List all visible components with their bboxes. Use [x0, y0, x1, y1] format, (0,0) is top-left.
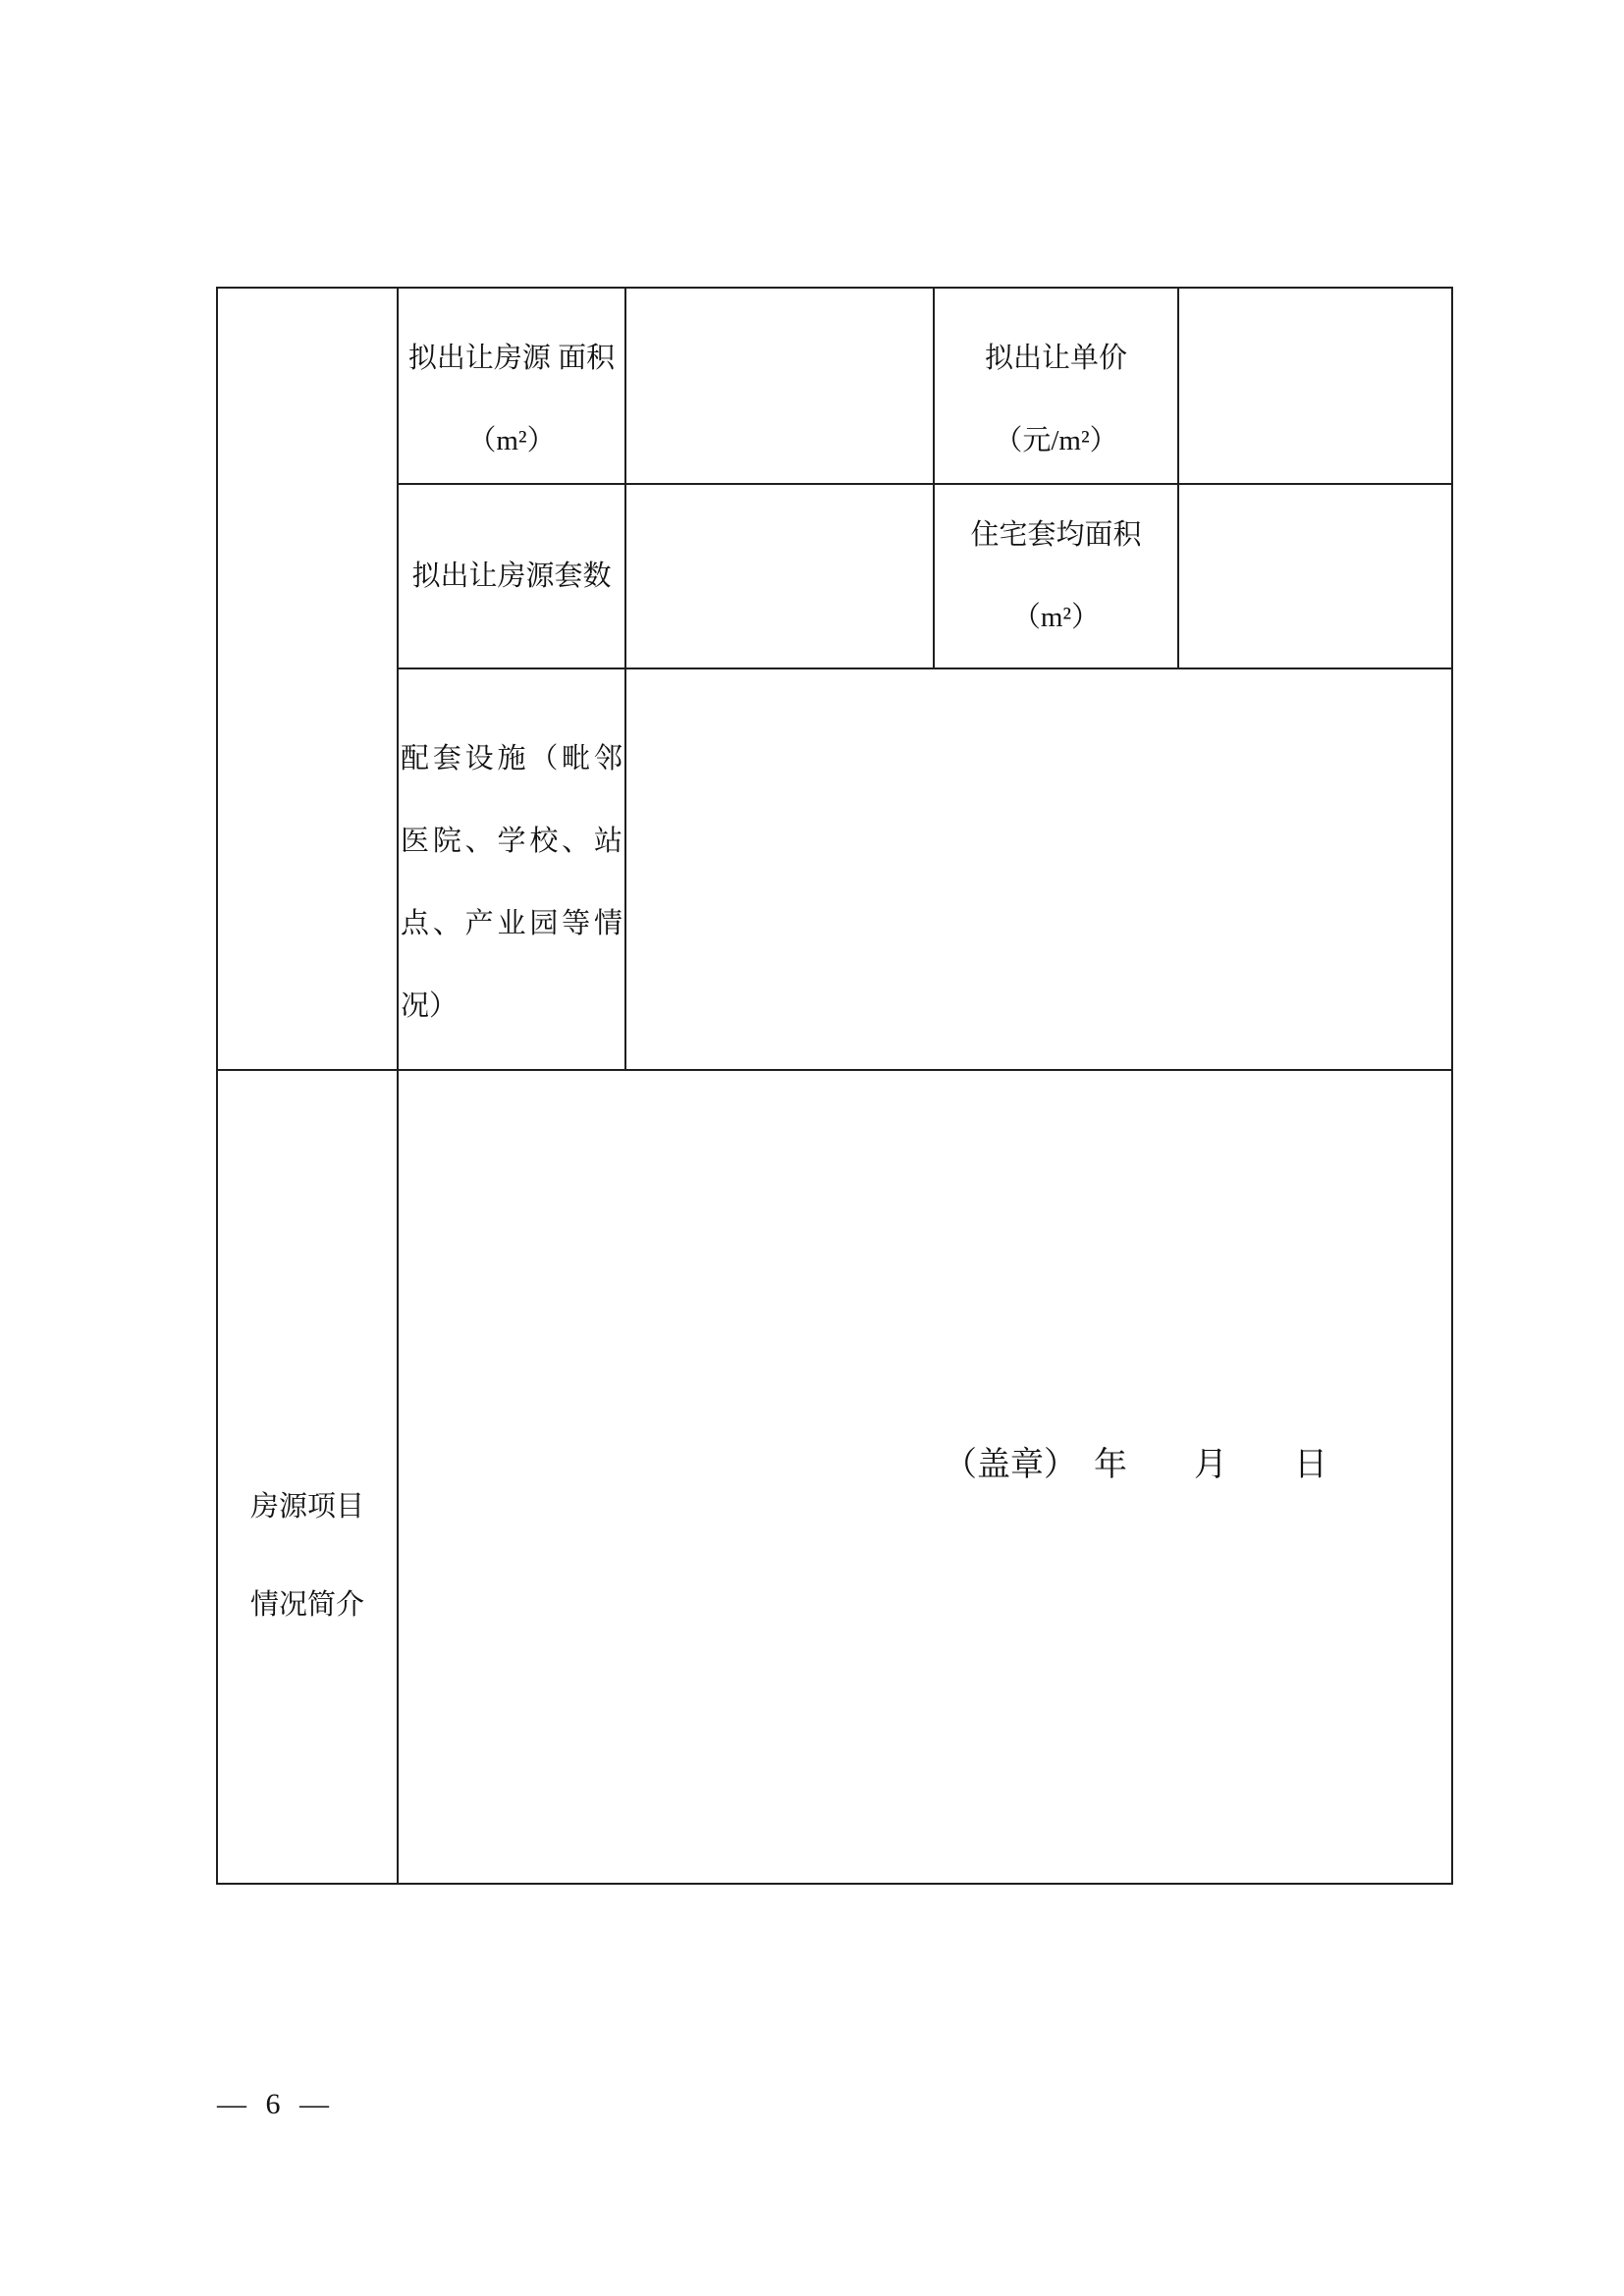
project-intro-label-line1: 房源项目	[249, 1490, 364, 1522]
merged-left-cell	[217, 288, 398, 1070]
price-value-cell	[1178, 288, 1452, 484]
area-label-line1: 拟出让房源 面积	[407, 343, 616, 374]
price-label-line1: 拟出让单价	[984, 343, 1127, 374]
housing-offer-form-table	[216, 287, 1453, 1885]
units-value-cell	[625, 484, 934, 668]
price-label-cell	[934, 288, 1178, 484]
avg-area-label-line1: 住宅套均面积	[970, 519, 1142, 551]
project-intro-label-cell	[217, 1070, 398, 1884]
units-label-cell	[398, 484, 625, 668]
avg-area-label-cell	[934, 484, 1178, 668]
table-row	[217, 288, 1452, 484]
avg-area-value-cell	[1178, 484, 1452, 668]
facilities-label-line3: 点、产业园等情	[401, 907, 623, 939]
area-value-cell	[625, 288, 934, 484]
area-label-cell	[398, 288, 625, 484]
facilities-label-line4: 况）	[401, 989, 459, 1022]
units-value	[626, 561, 933, 592]
project-intro-label-line2: 情况简介	[249, 1588, 364, 1621]
price-value	[1179, 370, 1451, 401]
avg-area-value	[1179, 561, 1451, 592]
page-number: — 6 —	[217, 2088, 329, 2120]
stamp-date-line: （盖章） 年 月 日	[944, 1446, 1327, 1483]
facilities-label-cell	[398, 668, 625, 1070]
area-label-line2: （m²）	[467, 425, 556, 456]
table-row	[217, 1070, 1452, 1884]
facilities-label-line2: 医院、学校、站	[401, 825, 623, 857]
price-label-line2: （元/m²）	[994, 425, 1118, 456]
table-row	[217, 484, 1452, 668]
facilities-value-cell	[625, 668, 1452, 1070]
table-row	[217, 668, 1452, 1070]
avg-area-label-line2: （m²）	[1011, 602, 1101, 633]
units-label: 拟出让房源套数	[411, 561, 612, 592]
facilities-value	[626, 854, 1451, 885]
facilities-label-line1: 配套设施（毗邻	[401, 742, 623, 774]
project-intro-content-cell	[398, 1070, 1452, 1884]
area-value	[626, 370, 933, 401]
